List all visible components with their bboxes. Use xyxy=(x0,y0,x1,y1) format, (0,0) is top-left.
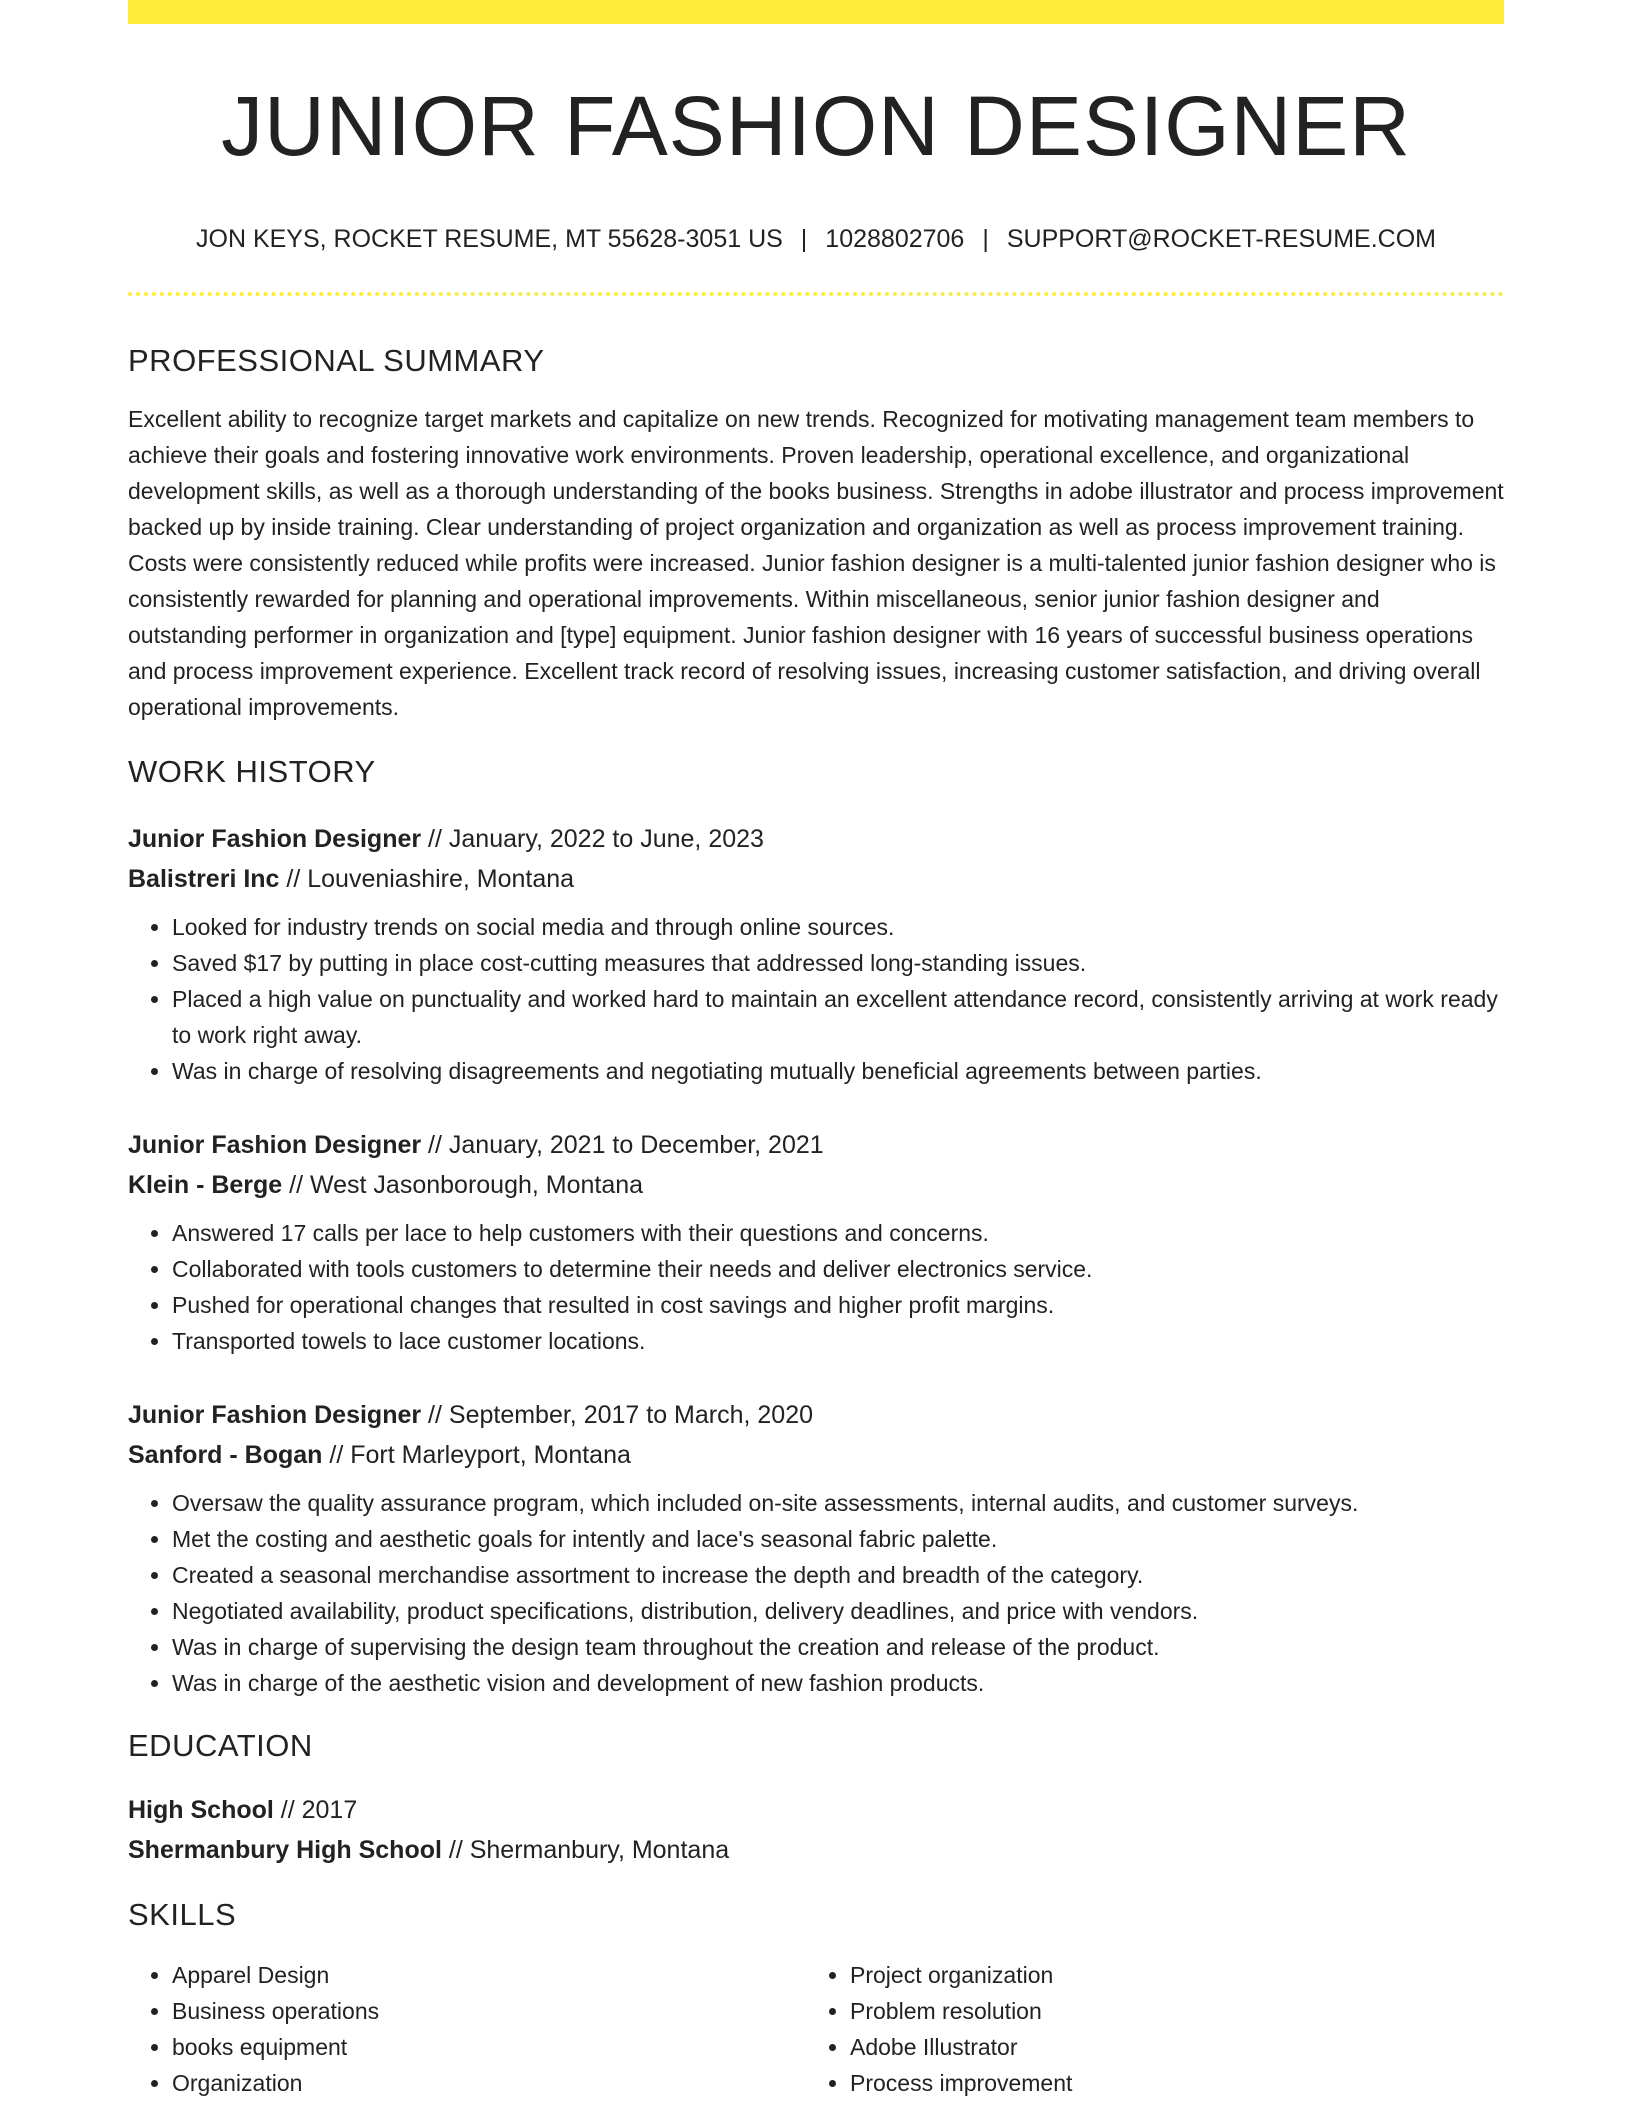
education-school: Shermanbury High School xyxy=(128,1835,442,1864)
education-year: // 2017 xyxy=(273,1795,358,1824)
contact-line xyxy=(128,224,1504,254)
skill-item: • Organization xyxy=(172,2065,806,2101)
work-history-heading: WORK HISTORY xyxy=(128,754,376,790)
education-degree: High School xyxy=(128,1795,274,1824)
job-company: Klein - Berge xyxy=(128,1170,283,1199)
list-item: • Placed a high value on punctuality and worked hard to maintain an excellent attendance record, consistently arriving at work ready to work right away. xyxy=(172,981,1504,1053)
job-company: Balistreri Inc xyxy=(128,864,280,893)
skill-item: • Business operations xyxy=(172,1993,806,2029)
education-entry xyxy=(128,1790,1504,1870)
contact-address: JON KEYS, ROCKET RESUME, MT 55628-3051 US xyxy=(196,225,783,254)
list-item: • Negotiated availability, product specifications, distribution, delivery deadlines, and price with vendors. xyxy=(172,1593,1504,1629)
list-item: • Met the costing and aesthetic goals for intently and lace's seasonal fabric palette. xyxy=(172,1521,1504,1557)
contact-email: SUPPORT@ROCKET-RESUME.COM xyxy=(1006,225,1436,254)
list-item: • Looked for industry trends on social media and through online sources. xyxy=(172,909,1504,945)
skill-item: • Process improvement xyxy=(850,2065,1484,2101)
skills-heading: SKILLS xyxy=(128,1896,237,1932)
job-dates: // September, 2017 to March, 2020 xyxy=(421,1400,814,1429)
list-item: • Transported towels to lace customer locations. xyxy=(172,1323,1504,1359)
job-company: Sanford - Bogan xyxy=(128,1440,323,1469)
resume-title: JUNIOR FASHION DESIGNER xyxy=(221,79,1411,173)
summary-text: Excellent ability to recognize target markets and capitalize on new trends. Recognized for motivating management team members to achieve their goals and fostering innovative work environments. Proven leadership, operational excellence, and organizational development skills, as well as a thorough understanding of the books business. Strengths in adobe illustrator and process improvement backed up by inside training. Clear understanding of project organization and organization as well as process improvement training. Costs were consistently reduced while profits were increased. Junior fashion designer is a multi-talented junior fashion designer who is consistently rewarded for planning and operational improvements. Within miscellaneous, senior junior fashion designer and outstanding performer in organization and [type] equipment. Junior fashion designer with 16 years of successful business operations and process improvement experience. Excellent track record of resolving issues, increasing customer satisfaction, and driving overall operational improvements. xyxy=(128,406,1504,721)
list-item: • Saved $17 by putting in place cost-cutting measures that addressed long-standing issues. xyxy=(172,945,1504,981)
top-accent-bar xyxy=(128,0,1504,24)
job-role: Junior Fashion Designer xyxy=(128,1130,422,1159)
skill-item: • Adobe Illustrator xyxy=(850,2029,1484,2065)
job-title-line xyxy=(128,1125,1504,1165)
resume-page xyxy=(128,0,1504,2101)
job-bullets xyxy=(128,1485,1504,1701)
list-item: • Was in charge of supervising the design team throughout the creation and release of the product. xyxy=(172,1629,1504,1665)
list-item: • Answered 17 calls per lace to help customers with their questions and concerns. xyxy=(172,1215,1504,1251)
job-dates: // January, 2021 to December, 2021 xyxy=(421,1130,824,1159)
job-location: // Louveniashire, Montana xyxy=(279,864,575,893)
job-location: // West Jasonborough, Montana xyxy=(282,1170,644,1199)
skill-item: • books equipment xyxy=(172,2029,806,2065)
skill-item: • Apparel Design xyxy=(172,1957,806,1993)
list-item: • Collaborated with tools customers to determine their needs and deliver electronics service. xyxy=(172,1251,1504,1287)
list-item: • Created a seasonal merchandise assortment to increase the depth and breadth of the category. xyxy=(172,1557,1504,1593)
job-company-line xyxy=(128,1165,1504,1205)
contact-separator: | xyxy=(800,225,808,254)
contact-separator: | xyxy=(982,225,989,254)
list-item: • Was in charge of resolving disagreements and negotiating mutually beneficial agreements between parties. xyxy=(172,1053,1504,1089)
job-bullets xyxy=(128,909,1504,1089)
job-role: Junior Fashion Designer xyxy=(128,824,422,853)
job-entry xyxy=(128,819,1504,1089)
education-heading: EDUCATION xyxy=(128,1727,313,1763)
job-company-line xyxy=(128,859,1504,899)
education-degree-line xyxy=(128,1790,1504,1830)
skills-right-column xyxy=(806,1957,1484,2101)
skills-columns xyxy=(128,1957,1504,2101)
job-entry xyxy=(128,1125,1504,1359)
contact-phone: 1028802706 xyxy=(825,225,965,254)
skill-item: • Problem resolution xyxy=(850,1993,1484,2029)
list-item: • Pushed for operational changes that resulted in cost savings and higher profit margins. xyxy=(172,1287,1504,1323)
list-item: • Was in charge of the aesthetic vision and development of new fashion products. xyxy=(172,1665,1504,1701)
skills-left-column xyxy=(128,1957,806,2101)
job-role: Junior Fashion Designer xyxy=(128,1400,422,1429)
job-entry xyxy=(128,1395,1504,1701)
job-bullets xyxy=(128,1215,1504,1359)
job-title-line xyxy=(128,1395,1504,1435)
job-location: // Fort Marleyport, Montana xyxy=(322,1440,631,1469)
education-school-line xyxy=(128,1830,1504,1870)
dotted-divider xyxy=(128,292,1504,296)
job-dates: // January, 2022 to June, 2023 xyxy=(421,824,764,853)
list-item: • Oversaw the quality assurance program, which included on-site assessments, internal audits, and customer surveys. xyxy=(172,1485,1504,1521)
job-title-line xyxy=(128,819,1504,859)
job-company-line xyxy=(128,1435,1504,1475)
education-location: // Shermanbury, Montana xyxy=(441,1835,730,1864)
summary-heading: PROFESSIONAL SUMMARY xyxy=(128,343,545,379)
skill-item: • Project organization xyxy=(850,1957,1484,1993)
